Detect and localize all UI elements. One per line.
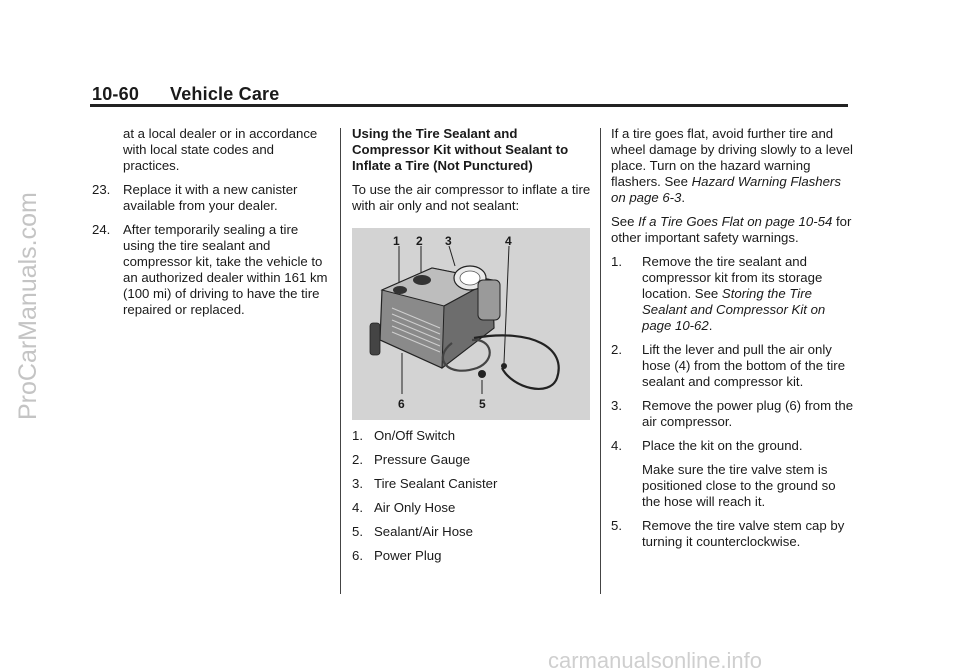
column-divider-left [340,128,341,594]
step-text: Place the kit on the ground. [642,438,803,453]
step-text [642,254,855,334]
step-3 [611,398,855,430]
item-number: 23. [92,182,111,197]
bottom-watermark: carmanualsonline.info [548,648,763,672]
legend-text: Power Plug [374,548,442,563]
step-number: 4. [611,438,622,453]
legend-item [352,548,592,564]
column-1 [92,126,328,326]
compressor-kit-drawing [352,228,590,420]
side-watermark: ProCarManuals.com [14,192,42,420]
callout-4: 4 [505,234,512,248]
page-header [92,84,279,105]
column-divider-right [600,128,601,594]
legend-number: 6. [352,548,363,563]
legend-text: Tire Sealant Canister [374,476,498,491]
step-text: Lift the lever and pull the air only hose (4) from the bottom of the tire sealant and compressor kit. [642,342,846,389]
legend-text: Air Only Hose [374,500,456,515]
storing-kit-link[interactable]: Storing the Tire Sealant and Compressor Kit on page 10-62 [642,286,826,333]
compressor-kit-illustration [352,228,590,420]
callout-6: 6 [398,397,405,411]
callout-2: 2 [416,234,423,248]
hazard-flashers-link[interactable]: Hazard Warning Flashers on page 6-3 [611,174,841,205]
step-1 [611,254,855,334]
flat-tire-link[interactable]: If a Tire Goes Flat on page 10-54 [638,214,833,229]
item-text: After temporarily sealing a tire using the tire sealant and compressor kit, take the vehicle to an authorized dealer within 161 km (100 mi) of driving to have the tire repaired or replaced. [123,222,328,317]
legend-item [352,524,592,540]
step1-text: Remove the tire sealant and compressor kit from its storage location. See [642,254,823,301]
item-number: 24. [92,222,111,237]
step-number: 3. [611,398,622,413]
step-number: 1. [611,254,622,269]
p2-pre: See [611,214,639,229]
legend-item [352,428,592,444]
legend-text: Pressure Gauge [374,452,471,467]
legend-text: Sealant/Air Hose [374,524,473,539]
column-2 [352,126,592,572]
column-3 [611,126,855,558]
step-number: 5. [611,518,622,533]
flat-tire-paragraph [611,126,855,206]
legend-item [352,476,592,492]
list-item [92,222,328,318]
header-rule [90,104,848,107]
section-title: Vehicle Care [170,84,280,104]
callout-5: 5 [479,397,486,411]
legend-number: 2. [352,452,363,467]
legend-item [352,500,592,516]
step1-end: . [708,318,713,333]
continued-text: at a local dealer or in accordance with local state codes and practices. [123,126,318,173]
step-5 [611,518,855,550]
step-2 [611,342,855,390]
legend-text: On/Off Switch [374,428,456,443]
p1-text: If a tire goes flat, avoid further tire and wheel damage by driving slowly to a level place. Turn on the hazard warning flashers. See [611,126,853,189]
callout-3: 3 [445,234,452,248]
p2-post: for other important safety warnings. [611,214,852,245]
list-item [92,182,328,214]
step-text: Remove the power plug (6) from the air compressor. [642,398,854,429]
legend-number: 3. [352,476,363,491]
safety-paragraph [611,214,855,246]
section-heading: Using the Tire Sealant and Compressor Kit without Sealant to Inflate a Tire (Not Punctured) [352,126,569,173]
legend-number: 4. [352,500,363,515]
item-text: Replace it with a new canister available from your dealer. [123,182,298,213]
legend-item [352,452,592,468]
page-number: 10-60 [92,84,140,104]
step-number: 2. [611,342,622,357]
legend-number: 1. [352,428,363,443]
p1-end: . [681,190,686,205]
step-4-note: Make sure the tire valve stem is positioned close to the ground so the hose will reach it. [642,462,836,509]
callout-1: 1 [393,234,400,248]
legend-number: 5. [352,524,363,539]
step-text: Remove the tire valve stem cap by turning it counterclockwise. [642,518,845,549]
step-4 [611,438,855,454]
intro-text: To use the air compressor to inflate a tire with air only and not sealant: [352,182,591,213]
